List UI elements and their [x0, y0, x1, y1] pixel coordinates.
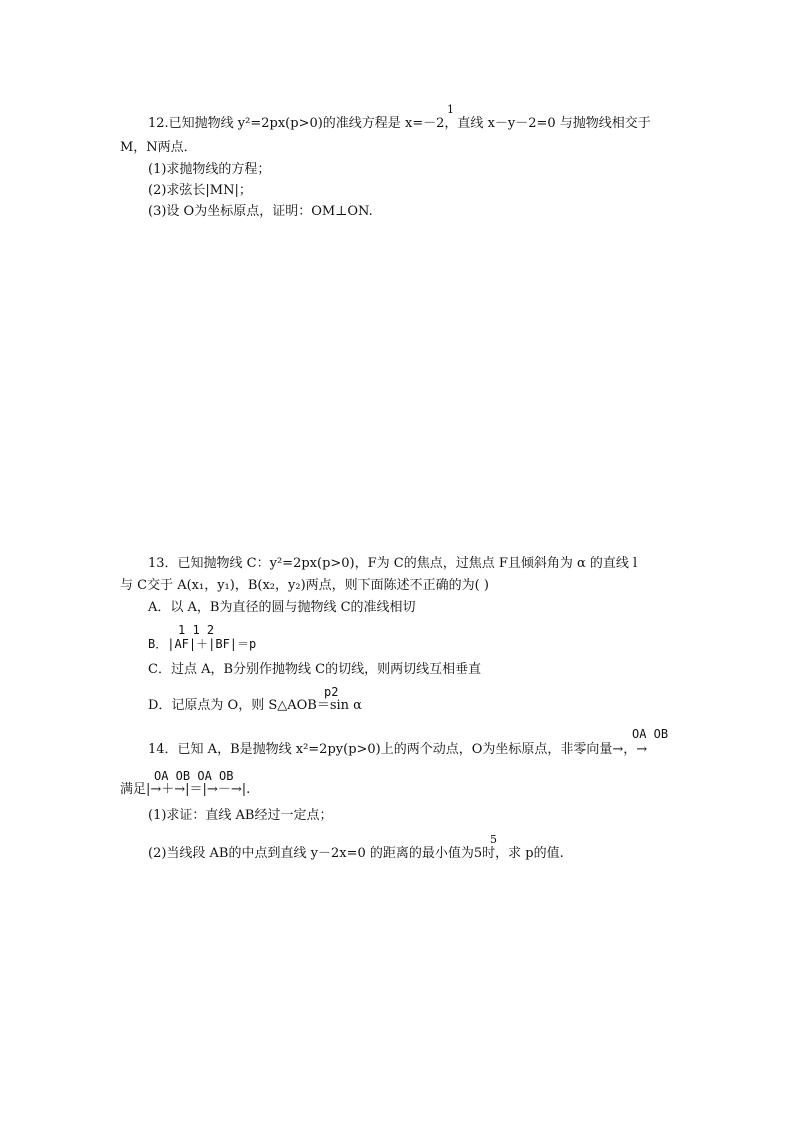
- q14-fraction-numerator: 5: [490, 833, 497, 846]
- q14-part1: (1)求证：直线 AB经过一定点；: [148, 808, 333, 823]
- q13-option-b: B．|AF|＋|BF|＝p: [148, 637, 257, 651]
- q13-option-b-numerators: 1 1 2: [178, 623, 215, 637]
- q12-part2: (2)求弦长|MN|；: [148, 183, 252, 198]
- q12-fraction-numerator: 1: [447, 103, 454, 116]
- q13-stem-line1: 13．已知抛物线 C：y²=2px(p>0)，F为 C的焦点，过焦点 F且倾斜角为 α 的直线 l: [148, 556, 638, 571]
- q14-vector-labels-top: OA OB: [632, 727, 669, 741]
- q12-stem-line2: M，N两点．: [120, 140, 197, 155]
- q12-part1: (1)求抛物线的方程；: [148, 162, 271, 177]
- q13-option-a: A．以 A，B为直径的圆与抛物线 C的准线相切: [148, 600, 416, 615]
- q13-stem-line2: 与 C交于 A(x₁，y₁)，B(x₂，y₂)两点，则下面陈述不正确的为( ): [120, 578, 489, 593]
- q14-vector-labels-line2: OA OB OA OB: [154, 769, 234, 783]
- q14-part2: (2)当线段 AB的中点到直线 y－2x=0 的距离的最小值为5时，求 p的值.: [148, 846, 564, 861]
- q13-option-d: D．记原点为 O，则 S△AOB＝sin α: [148, 698, 362, 713]
- q13-option-d-numerator: p2: [324, 685, 339, 699]
- q14-stem-line1: 14．已知 A，B是抛物线 x²=2py(p>0)上的两个动点，O为坐标原点，非零向量→，→: [148, 742, 648, 757]
- q13-option-c: C．过点 A，B分别作抛物线 C的切线，则两切线互相垂直: [148, 662, 482, 677]
- q14-stem-line2: 满足|→＋→|＝|→－→|.: [120, 782, 251, 797]
- q12-stem-line1: 12.已知抛物线 y²=2px(p>0)的准线方程是 x=－2，直线 x－y－2=0 与抛物线相交于: [148, 116, 651, 131]
- q12-part3: (3)设 O为坐标原点，证明：OM⊥ON.: [148, 204, 373, 219]
